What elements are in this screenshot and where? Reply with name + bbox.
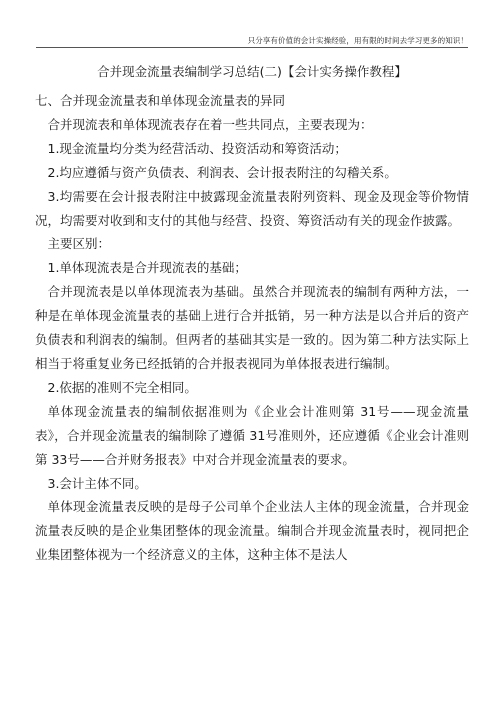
paragraph: 合并现流表是以单体现流表为基础。虽然合并现流表的编制有两种方法，一种是在单体现金流量表的基础上进行合并抵销，另一种方法是以合并后的资产负债表和利润表的编制。但两者的基础其实是一致的。因为第二种方法实际上相当于将重复业务已经抵销的合并报表视同为单体报表进行编制。 bbox=[35, 284, 469, 371]
header-note: 只分享有价值的会计实操经验，用有限的时间去学习更多的知识！ bbox=[247, 36, 468, 45]
list-item: 1.单体现流表是合并现流表的基础； bbox=[47, 260, 247, 276]
list-item: 1.现金流量均分类为经营活动、投资活动和筹资活动； bbox=[47, 140, 347, 156]
list-item: 2.依据的准则不完全相同。 bbox=[47, 379, 197, 395]
paragraph: 主要区别： bbox=[47, 236, 111, 252]
paragraph: 合并现流表和单体现流表存在着一些共同点，主要表现为： bbox=[47, 116, 373, 132]
document-body bbox=[35, 89, 469, 567]
list-item: 2.均应遵循与资产负债表、利润表、会计报表附注的勾稽关系。 bbox=[47, 164, 397, 180]
header-divider bbox=[36, 47, 468, 48]
list-item: 3.均需要在会计报表附注中披露现金流量表附列资料、现金及现金等价物情况，均需要对收到和支付的其他与经营、投资、筹资活动有关的现金作披露。 bbox=[35, 188, 469, 228]
section-heading: 七、合并现金流量表和单体现金流量表的异同 bbox=[35, 93, 286, 108]
paragraph: 单体现金流量表反映的是母子公司单个企业法人主体的现金流量，合并现金流量表反映的是企业集团整体的现金流量。编制合并现金流量表时，视同把企业集团整体视为一个经济意义的主体，这种主体不是法人 bbox=[35, 499, 469, 563]
document-title: 合并现金流量表编制学习总结(二)【会计实务操作教程】 bbox=[97, 64, 407, 79]
list-item: 3.会计主体不同。 bbox=[47, 475, 147, 491]
paragraph: 单体现金流量表的编制依据准则为《企业会计准则第 31号——现金流量表》，合并现金流量表的编制除了遵循 31号准则外，还应遵循《企业会计准则第 33号——合并财务报表》中对合并现金流量表的要求。 bbox=[35, 403, 469, 467]
